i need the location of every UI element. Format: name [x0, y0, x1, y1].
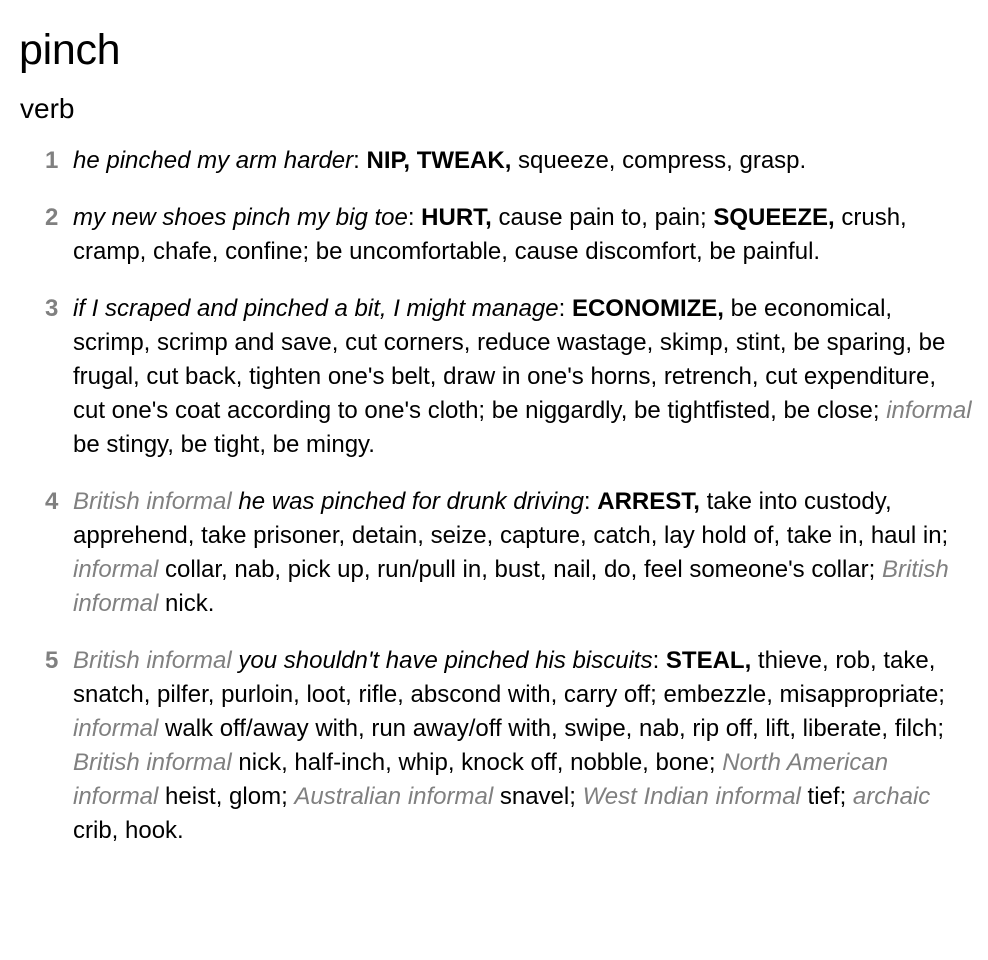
register-label: British informal [73, 556, 949, 617]
sense-list [19, 144, 988, 848]
register-label: informal [73, 715, 159, 742]
synonym-text: nick, half-inch, whip, knock off, nobble, bone; [231, 749, 723, 776]
synonym-text: : [558, 295, 572, 322]
register-label: British informal [73, 647, 232, 674]
register-label: West Indian informal [582, 783, 801, 810]
synonym-text: crib, hook. [73, 817, 184, 844]
example-sentence: if I scraped and pinched a bit, I might manage [73, 295, 559, 322]
synonym-text: walk off/away with, run away/off with, swipe, nab, rip off, lift, liberate, filch; [158, 715, 945, 742]
register-label: archaic [852, 783, 931, 810]
register-label: informal [73, 556, 159, 583]
sense-number: 5 [45, 647, 59, 674]
core-synonym: STEAL, [665, 647, 752, 674]
sense-item [19, 644, 988, 848]
synonym-text: heist, glom; [158, 783, 295, 810]
sense-number: 3 [45, 295, 59, 322]
sense-item [19, 201, 988, 269]
sense-number: 2 [45, 204, 59, 231]
example-sentence: he was pinched for drunk driving [238, 488, 584, 515]
register-label: informal [886, 397, 972, 424]
synonym-text: : [407, 204, 422, 231]
synonym-text: squeeze, compress, grasp. [511, 147, 807, 174]
core-synonym: ARREST, [597, 488, 700, 515]
register-label: British informal [73, 488, 232, 515]
example-sentence: you shouldn't have pinched his biscuits [238, 647, 653, 674]
example-sentence: he pinched my arm harder [73, 147, 354, 174]
synonym-text: thieve, rob, take, snatch, pilfer, purloin, loot, rifle, abscond with, carry off; embezzle, misappropriate; [73, 647, 945, 708]
core-synonym: NIP, TWEAK, [366, 147, 512, 174]
synonym-text: crush, cramp, chafe, confine; be uncomfortable, cause discomfort, be painful. [73, 204, 907, 265]
synonym-text: cause pain to, pain; [491, 204, 714, 231]
synonym-text: : [583, 488, 598, 515]
synonym-text: be economical, scrimp, scrimp and save, cut corners, reduce wastage, skimp, stint, be sparing, be frugal, cut back, tighten one's belt, draw in one's horns, retrench, cut expenditure, cut one's coat according to one's cloth; be niggardly, be tightfisted, be close; [73, 295, 946, 424]
sense-item [19, 144, 988, 178]
sense-number: 1 [45, 147, 59, 174]
synonym-text: nick. [158, 590, 215, 617]
sense-item [19, 485, 988, 621]
synonym-text: be stingy, be tight, be mingy. [73, 431, 375, 458]
sense-item [19, 292, 988, 462]
register-label: British informal [73, 749, 232, 776]
synonym-text: : [652, 647, 666, 674]
synonym-text: snavel; [493, 783, 583, 810]
core-synonym: HURT, [421, 204, 492, 231]
headword: pinch [19, 26, 121, 74]
synonym-text: tief; [800, 783, 853, 810]
part-of-speech: verb [20, 93, 75, 124]
core-synonym: ECONOMIZE, [571, 295, 724, 322]
synonym-text: collar, nab, pick up, run/pull in, bust, nail, do, feel someone's collar; [158, 556, 883, 583]
core-synonym: SQUEEZE, [713, 204, 835, 231]
example-sentence: my new shoes pinch my big toe [73, 204, 408, 231]
synonym-text: take into custody, apprehend, take prisoner, detain, seize, capture, catch, lay hold of, take in, haul in; [73, 488, 949, 549]
register-label: North American informal [73, 749, 889, 810]
sense-number: 4 [45, 488, 59, 515]
register-label: Australian informal [294, 783, 494, 810]
synonym-text: : [353, 147, 367, 174]
